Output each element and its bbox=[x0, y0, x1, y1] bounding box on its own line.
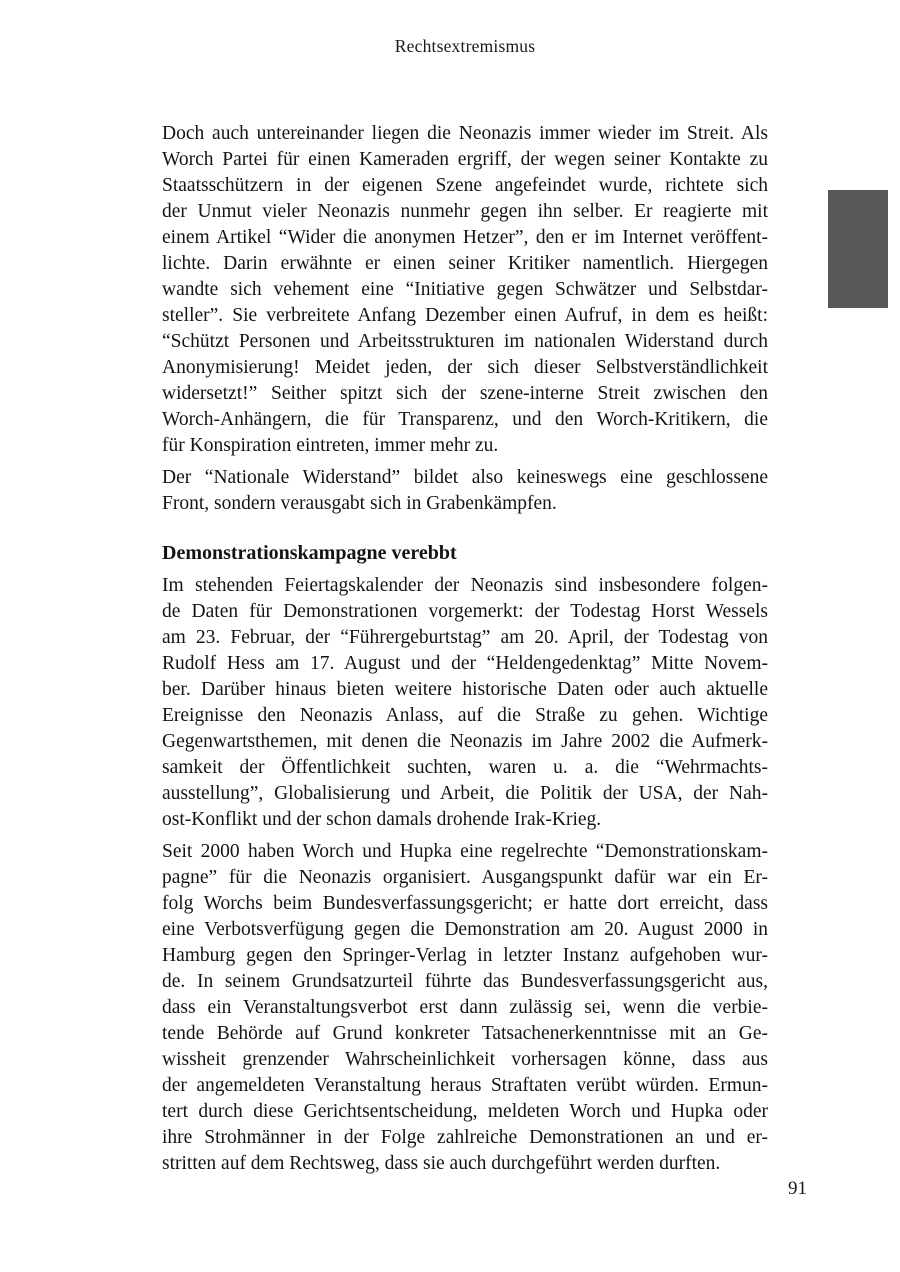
text-line: ost-Konflikt und der schon damals drohende Irak-Krieg. bbox=[162, 809, 602, 830]
text-line: tert durch diese Gerichtsentscheidung, meldeten Worch und Hupka oder bbox=[162, 1101, 768, 1122]
text-line: dass ein Veranstaltungsverbot erst dann zulässig sei, wenn die verbie- bbox=[162, 997, 768, 1018]
text-line: ber. Darüber hinaus bieten weitere historische Daten oder auch aktuelle bbox=[162, 679, 768, 700]
section-tab bbox=[828, 190, 888, 308]
text-line: lichte. Darin erwähnte er einen seiner Kritiker namentlich. Hiergegen bbox=[162, 253, 768, 274]
text-line: de. In seinem Grundsatzurteil führte das Bundesverfassungsgericht aus, bbox=[162, 971, 768, 992]
text-line: samkeit der Öffentlichkeit suchten, waren u. a. die “Wehrmachts- bbox=[162, 757, 768, 778]
paragraph bbox=[162, 839, 768, 1177]
text-line: Seit 2000 haben Worch und Hupka eine regelrechte “Demonstrationskam- bbox=[162, 841, 768, 862]
text-line: de Daten für Demonstrationen vorgemerkt: der Todestag Horst Wessels bbox=[162, 601, 768, 622]
text-line: der Unmut vieler Neonazis nunmehr gegen ihn selber. Er reagierte mit bbox=[162, 201, 768, 222]
text-line: Worch Partei für einen Kameraden ergriff, der wegen seiner Kontakte zu bbox=[162, 149, 768, 170]
body-text bbox=[162, 121, 768, 1183]
text-line: Worch-Anhängern, die für Transparenz, und den Worch-Kritikern, die bbox=[162, 409, 768, 430]
text-line: Front, sondern verausgabt sich in Grabenkämpfen. bbox=[162, 493, 557, 514]
text-line: Doch auch untereinander liegen die Neonazis immer wieder im Streit. Als bbox=[162, 123, 768, 144]
running-header: Rechtsextremismus bbox=[394, 36, 536, 56]
text-line: der angemeldeten Veranstaltung heraus Straftaten verübt würden. Ermun- bbox=[162, 1075, 768, 1096]
text-line: pagne” für die Neonazis organisiert. Ausgangspunkt dafür war ein Er- bbox=[162, 867, 768, 888]
text-line: Rudolf Hess am 17. August und der “Heldengedenktag” Mitte Novem- bbox=[162, 653, 768, 674]
section-heading: Demonstrationskampagne verebbt bbox=[162, 542, 457, 564]
paragraph bbox=[162, 573, 768, 833]
text-line: Der “Nationale Widerstand” bildet also keineswegs eine geschlossene bbox=[162, 467, 768, 488]
text-line: Gegenwartsthemen, mit denen die Neonazis im Jahre 2002 die Aufmerk- bbox=[162, 731, 768, 752]
paragraph bbox=[162, 121, 768, 459]
text-line: folg Worchs beim Bundesverfassungsgericht; er hatte dort erreicht, dass bbox=[162, 893, 768, 914]
text-line: Staatsschützern in der eigenen Szene angefeindet wurde, richtete sich bbox=[162, 175, 768, 196]
text-line: tende Behörde auf Grund konkreter Tatsachenerkenntnisse mit an Ge- bbox=[162, 1023, 768, 1044]
text-line: Anonymisierung! Meidet jeden, der sich dieser Selbstverständlichkeit bbox=[162, 357, 768, 378]
text-line: für Konspiration eintreten, immer mehr zu. bbox=[162, 435, 499, 456]
text-line: ausstellung”, Globalisierung und Arbeit, die Politik der USA, der Nah- bbox=[162, 783, 768, 804]
text-line: einem Artikel “Wider die anonymen Hetzer”, den er im Internet veröffent- bbox=[162, 227, 768, 248]
text-line: Hamburg gegen den Springer-Verlag in letzter Instanz aufgehoben wur- bbox=[162, 945, 768, 966]
paragraph bbox=[162, 465, 768, 517]
text-line: wandte sich vehement eine “Initiative gegen Schwätzer und Selbstdar- bbox=[162, 279, 768, 300]
text-line: stritten auf dem Rechtsweg, dass sie auch durchgeführt werden durften. bbox=[162, 1153, 721, 1174]
page-number: 91 bbox=[788, 1178, 807, 1199]
text-line: Im stehenden Feiertagskalender der Neonazis sind insbesondere folgen- bbox=[162, 575, 768, 596]
text-line: am 23. Februar, der “Führergeburtstag” am 20. April, der Todestag von bbox=[162, 627, 768, 648]
text-line: “Schützt Personen und Arbeitsstrukturen im nationalen Widerstand durch bbox=[162, 331, 768, 352]
text-line: eine Verbotsverfügung gegen die Demonstration am 20. August 2000 in bbox=[162, 919, 768, 940]
text-line: steller”. Sie verbreitete Anfang Dezember einen Aufruf, in dem es heißt: bbox=[162, 305, 768, 326]
text-line: ihre Strohmänner in der Folge zahlreiche Demonstrationen an und er- bbox=[162, 1127, 768, 1148]
text-line: widersetzt!” Seither spitzt sich der szene-interne Streit zwischen den bbox=[162, 383, 768, 404]
text-line: Ereignisse den Neonazis Anlass, auf die Straße zu gehen. Wichtige bbox=[162, 705, 768, 726]
text-line: wissheit grenzender Wahrscheinlichkeit vorhersagen könne, dass aus bbox=[162, 1049, 768, 1070]
